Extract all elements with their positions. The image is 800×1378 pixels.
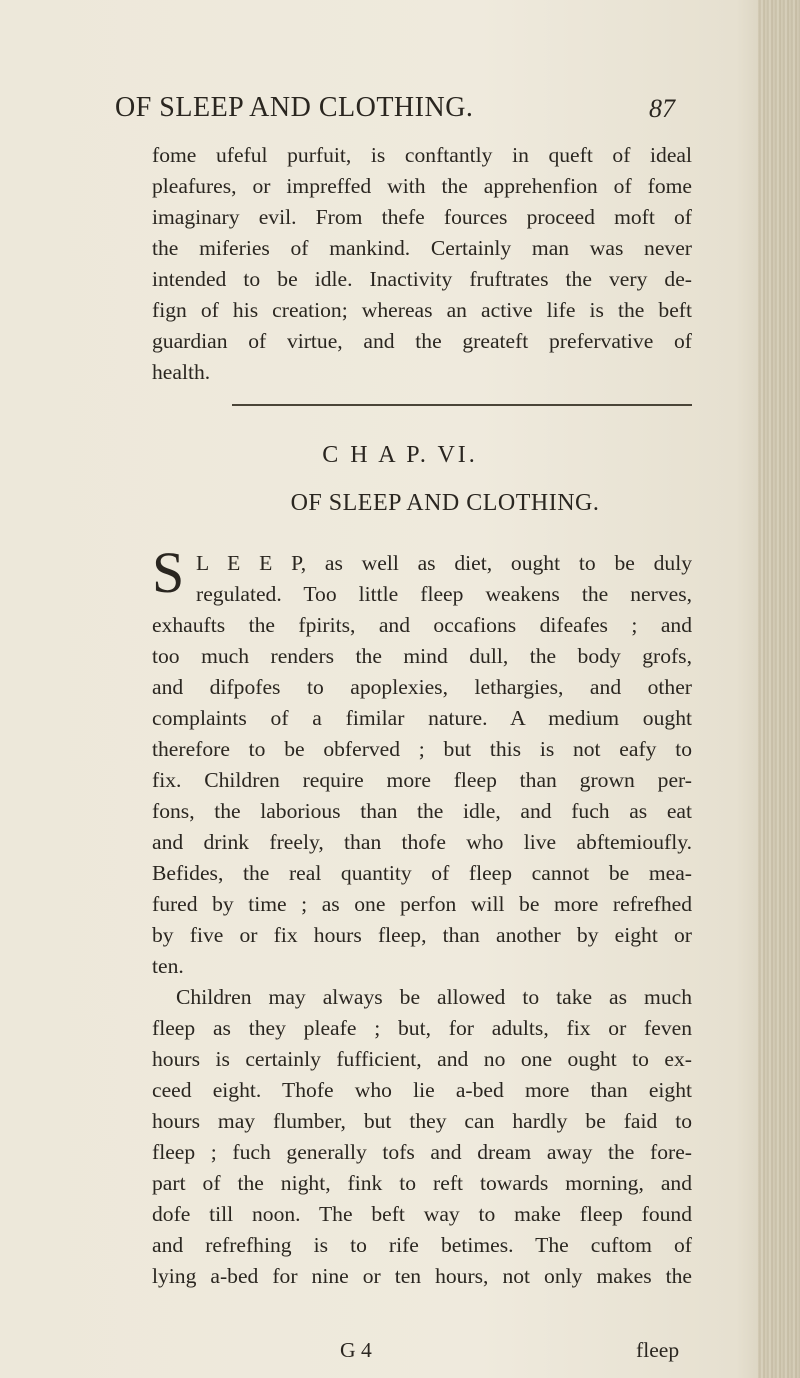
text-line: intended to be idle. Inactivity fruftrates the very de-	[152, 267, 692, 291]
chapter-number: C H A P. VI.	[322, 442, 478, 468]
text-line: imaginary evil. From thefe fources proceed moft of	[152, 205, 692, 229]
text-line: fleep as they pleafe ; but, for adults, fix or feven	[152, 1016, 692, 1040]
text-line: too much renders the mind dull, the body grofs,	[152, 644, 692, 668]
text-line: fured by time ; as one perfon will be more refrefhed	[152, 892, 692, 916]
text-line: by five or fix hours fleep, than another by eight or	[152, 923, 692, 947]
catchword: fleep	[636, 1338, 680, 1362]
text-line: complaints of a fimilar nature. A medium ought	[152, 706, 692, 730]
page-header	[115, 92, 675, 132]
text-line: Children may always be allowed to take as much	[176, 985, 692, 1009]
text-line: exhaufts the fpirits, and occafions difeafes ; and	[152, 613, 692, 637]
signature-mark: G 4	[340, 1338, 372, 1362]
text-line: fleep ; fuch generally tofs and dream away the fore-	[152, 1140, 692, 1164]
page-number: 87	[649, 94, 675, 123]
section-divider	[232, 404, 692, 406]
text-line: therefore to be obferved ; but this is not eafy to	[152, 737, 692, 761]
text-line: fome ufeful purfuit, is conftantly in queft of ideal	[152, 143, 692, 167]
text-line: hours is certainly fufficient, and no one ought to ex-	[152, 1047, 692, 1071]
text-line: part of the night, fink to reft towards morning, and	[152, 1171, 692, 1195]
chapter-title: OF SLEEP AND CLOTHING.	[290, 490, 600, 516]
text-line: Befides, the real quantity of fleep cannot be mea-	[152, 861, 692, 885]
text-line: fix. Children require more fleep than grown per-	[152, 768, 692, 792]
running-head: OF SLEEP AND CLOTHING.	[115, 92, 474, 123]
paragraph-one	[152, 610, 692, 982]
text-line: lying a-bed for nine or ten hours, not only makes the	[152, 1264, 692, 1288]
text-line: guardian of virtue, and the greateft prefervative of	[152, 329, 692, 353]
text-line: hours may flumber, but they can hardly be faid to	[152, 1109, 692, 1133]
top-paragraph	[152, 140, 692, 388]
paragraph-two	[152, 982, 692, 1292]
text-line: ceed eight. Thofe who lie a-bed more than eight	[152, 1078, 692, 1102]
text-line: health.	[152, 360, 211, 384]
chapter-title-wrap	[0, 490, 800, 517]
text-line: regulated. Too little fleep weakens the nerves,	[196, 582, 692, 606]
text-line: and difpofes to apoplexies, lethargies, and other	[152, 675, 692, 699]
text-line: L E E P, as well as diet, ought to be duly	[196, 551, 692, 575]
text-line: dofe till noon. The beft way to make fleep found	[152, 1202, 692, 1226]
page-binding-edge	[758, 0, 800, 1378]
text-line: the miferies of mankind. Certainly man was never	[152, 236, 692, 260]
drop-cap: S	[152, 540, 185, 605]
text-line: fign of his creation; whereas an active life is the beft	[152, 298, 692, 322]
text-line: fons, the laborious than the idle, and fuch as eat	[152, 799, 692, 823]
text-line: and drink freely, than thofe who live abftemioufly.	[152, 830, 692, 854]
text-line: pleafures, or impreffed with the apprehenfion of fome	[152, 174, 692, 198]
text-line: and refrefhing is to rife betimes. The cuftom of	[152, 1233, 692, 1257]
text-line: ten.	[152, 954, 184, 978]
